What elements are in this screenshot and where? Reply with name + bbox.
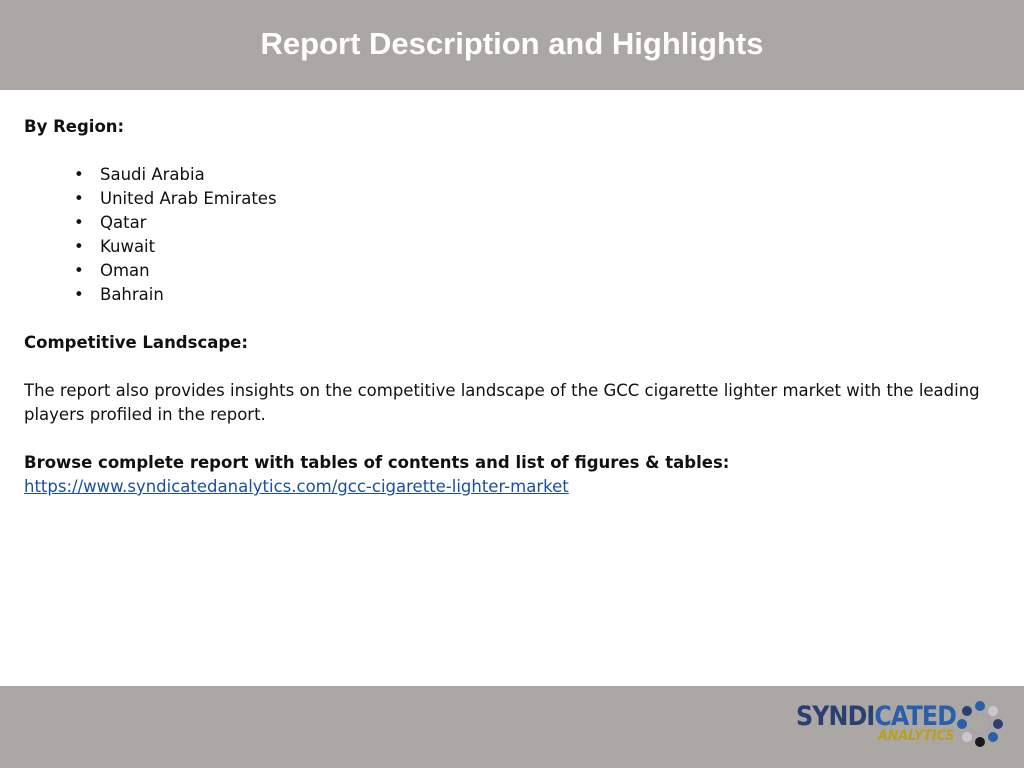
bullet-icon: • <box>74 261 84 280</box>
list-item <box>24 211 984 235</box>
report-body <box>24 115 984 499</box>
list-item <box>24 235 984 259</box>
region-label: Saudi Arabia <box>100 165 205 184</box>
page-title: Report Description and Highlights <box>260 26 764 61</box>
company-logo <box>794 700 1004 750</box>
list-item <box>24 187 984 211</box>
bullet-icon: • <box>74 285 84 304</box>
region-heading: By Region: <box>24 117 125 136</box>
header-bar <box>0 0 1024 90</box>
list-item <box>24 259 984 283</box>
competitive-text: The report also provides insights on the competitive landscape of the GCC cigarette lighter market with the leading players profiled in the report. <box>24 381 980 424</box>
report-link[interactable]: https://www.syndicatedanalytics.com/gcc-cigarette-lighter-market <box>24 477 569 496</box>
bullet-icon: • <box>74 237 84 256</box>
circle-of-dots-icon <box>956 700 1004 748</box>
region-label: United Arab Emirates <box>100 189 277 208</box>
region-list <box>24 163 984 307</box>
region-label: Qatar <box>100 213 147 232</box>
region-label: Kuwait <box>100 237 156 256</box>
list-item <box>24 283 984 307</box>
spacer <box>24 427 984 451</box>
logo-subword: ANALYTICS <box>878 728 955 744</box>
bullet-icon: • <box>74 165 84 184</box>
bullet-icon: • <box>74 213 84 232</box>
competitive-heading: Competitive Landscape: <box>24 333 248 352</box>
spacer <box>24 355 984 379</box>
browse-heading: Browse complete report with tables of contents and list of figures & tables: <box>24 453 730 472</box>
region-label: Oman <box>100 261 150 280</box>
list-item <box>24 163 984 187</box>
bullet-icon: • <box>74 189 84 208</box>
logo-word-part2: CATED <box>874 701 957 732</box>
region-label: Bahrain <box>100 285 164 304</box>
logo-word-part1: SYNDI <box>796 701 875 732</box>
